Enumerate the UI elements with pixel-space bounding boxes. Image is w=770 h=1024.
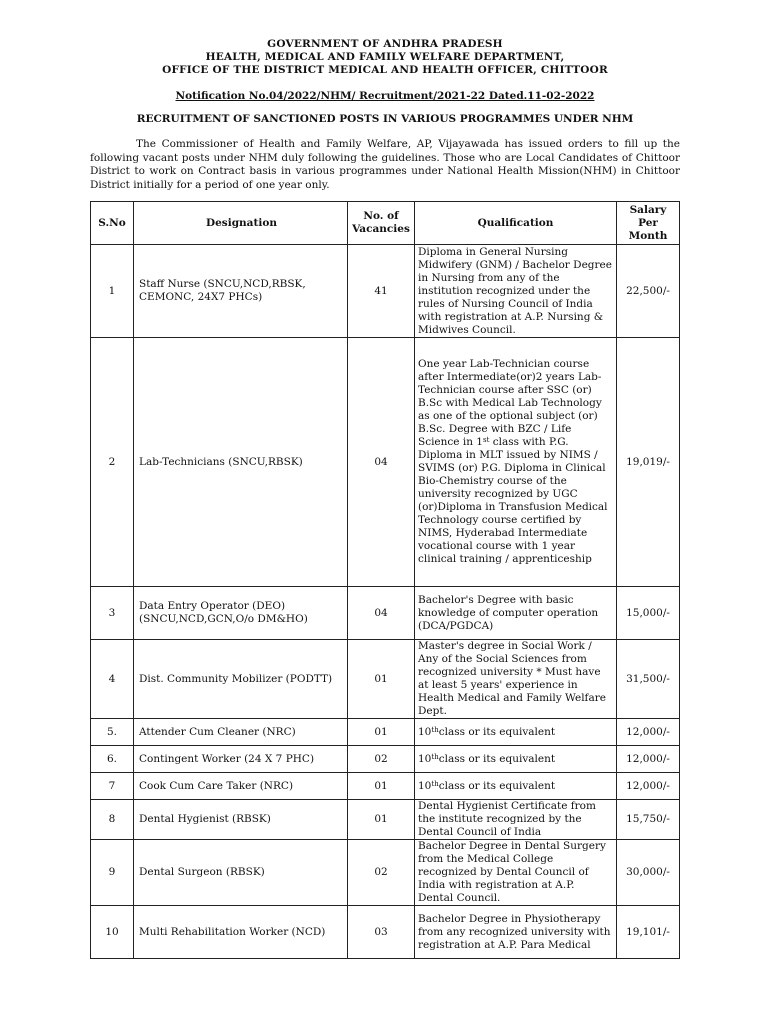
- row-sno: 10: [91, 906, 134, 959]
- row-sno: 1: [91, 245, 134, 338]
- header-office: OFFICE OF THE DISTRICT MEDICAL AND HEALTH OFFICER, CHITTOOR: [162, 64, 608, 76]
- row-qualification: Master's degree in Social Work / Any of the Social Sciences from recognized university * Must have at least 5 years' experience in Health Medical and Family Welfare Dept.: [415, 640, 617, 719]
- row-sno: 5.: [91, 719, 134, 746]
- notification-number: Notification No.04/2022/NHM/ Recruitment/2021-22 Dated.11-02-2022: [175, 90, 595, 102]
- row-salary: 31,500/-: [617, 640, 680, 719]
- table-row: [91, 338, 680, 587]
- header-designation: Designation: [134, 202, 348, 245]
- row-vacancies: 01: [348, 719, 415, 746]
- row-vacancies: 01: [348, 800, 415, 840]
- row-sno: 9: [91, 840, 134, 906]
- table-row: [91, 640, 680, 719]
- row-vacancies: 01: [348, 640, 415, 719]
- row-qualification: Bachelor Degree in Physiotherapy from any recognized university with registration at A.P. Para Medical: [415, 906, 617, 959]
- row-salary: 30,000/-: [617, 840, 680, 906]
- row-sno: 7: [91, 773, 134, 800]
- row-salary: 12,000/-: [617, 719, 680, 746]
- qualification-text-part-1: One year Lab-Technician course after Intermediate(or)2 years Lab-Technician course after SSC (or) B.Sc with Medical Lab Technology as one of the optional subject (or) B.Sc. Degree with BZC / Life Science in 1: [418, 358, 602, 448]
- row-designation: Contingent Worker (24 X 7 PHC): [134, 746, 348, 773]
- table-row: [91, 587, 680, 640]
- row-vacancies: 03: [348, 906, 415, 959]
- row-qualification: Dental Hygienist Certificate from the institute recognized by the Dental Council of India: [415, 800, 617, 840]
- row-salary: 15,750/-: [617, 800, 680, 840]
- table-header-row: [91, 202, 680, 245]
- qualification-text-part-2: class with P.G. Diploma in MLT issued by NIMS / SVIMS (or) P.G. Diploma in Clinical Bio-Chemistry course of the university recognized by UGC (or)Diploma in Transfusion Medical Technology course certified by NIMS, Hyderabad Intermediate vocational course with 1 year clinical training / apprenticeship: [418, 436, 608, 565]
- row-salary: 12,000/-: [617, 746, 680, 773]
- row-qualification: [415, 338, 617, 587]
- vacancy-table: [90, 201, 680, 959]
- row-sno: 8: [91, 800, 134, 840]
- row-vacancies: 04: [348, 587, 415, 640]
- table-row: [91, 245, 680, 338]
- row-designation: Multi Rehabilitation Worker (NCD): [134, 906, 348, 959]
- row-qualification: Bachelor's Degree with basic knowledge of computer operation (DCA/PGDCA): [415, 587, 617, 640]
- table-row: [91, 906, 680, 959]
- row-designation: Data Entry Operator (DEO) (SNCU,NCD,GCN,O/o DM&HO): [134, 587, 348, 640]
- row-qualification: 10thclass or its equivalent: [415, 746, 617, 773]
- subject-heading: RECRUITMENT OF SANCTIONED POSTS IN VARIOUS PROGRAMMES UNDER NHM: [136, 113, 634, 125]
- row-vacancies: 04: [348, 338, 415, 587]
- row-salary: 15,000/-: [617, 587, 680, 640]
- table-row: [91, 746, 680, 773]
- header-department: HEALTH, MEDICAL AND FAMILY WELFARE DEPARTMENT,: [205, 51, 565, 63]
- row-designation: Dist. Community Mobilizer (PODTT): [134, 640, 348, 719]
- ordinal-suffix: th: [431, 752, 439, 761]
- row-vacancies: 41: [348, 245, 415, 338]
- row-designation: Dental Hygienist (RBSK): [134, 800, 348, 840]
- row-vacancies: 01: [348, 773, 415, 800]
- row-salary: 12,000/-: [617, 773, 680, 800]
- ordinal-suffix: th: [431, 725, 439, 734]
- row-salary: 19,101/-: [617, 906, 680, 959]
- letterhead: [0, 38, 770, 77]
- row-designation: Attender Cum Cleaner (NRC): [134, 719, 348, 746]
- ordinal-suffix: th: [431, 779, 439, 788]
- row-vacancies: 02: [348, 840, 415, 906]
- row-salary: 22,500/-: [617, 245, 680, 338]
- row-salary: 19,019/-: [617, 338, 680, 587]
- row-sno: 2: [91, 338, 134, 587]
- row-designation: Cook Cum Care Taker (NRC): [134, 773, 348, 800]
- row-vacancies: 02: [348, 746, 415, 773]
- table-row: [91, 719, 680, 746]
- row-designation: Staff Nurse (SNCU,NCD,RBSK, CEMONC, 24X7 PHCs): [134, 245, 348, 338]
- table-row: [91, 773, 680, 800]
- header-sno: S.No: [91, 202, 134, 245]
- row-designation: Dental Surgeon (RBSK): [134, 840, 348, 906]
- header-vacancies: No. of Vacancies: [348, 202, 415, 245]
- row-designation: Lab-Technicians (SNCU,RBSK): [134, 338, 348, 587]
- row-qualification: Diploma in General Nursing Midwifery (GNM) / Bachelor Degree in Nursing from any of the institution recognized under the rules of Nursing Council of India with registration at A.P. Nursing & Midwives Council.: [415, 245, 617, 338]
- row-qualification: Bachelor Degree in Dental Surgery from the Medical College recognized by Dental Council of India with registration at A.P. Dental Council.: [415, 840, 617, 906]
- row-qualification: 10thclass or its equivalent: [415, 773, 617, 800]
- row-sno: 4: [91, 640, 134, 719]
- header-qualification: Qualification: [415, 202, 617, 245]
- header-government: GOVERNMENT OF ANDHRA PRADESH: [267, 38, 503, 50]
- table-row: [91, 840, 680, 906]
- row-sno: 6.: [91, 746, 134, 773]
- row-qualification: 10thclass or its equivalent: [415, 719, 617, 746]
- table-row: [91, 800, 680, 840]
- row-sno: 3: [91, 587, 134, 640]
- intro-paragraph: The Commissioner of Health and Family Welfare, AP, Vijayawada has issued orders to fill up the following vacant posts under NHM duly following the guidelines. Those who are Local Candidates of Chittoor District to work on Contract basis in various programmes under National Health Mission(NHM) in Chittoor District initially for a period of one year only.: [90, 138, 680, 191]
- header-salary: Salary Per Month: [617, 202, 680, 245]
- ordinal-suffix: st: [482, 436, 490, 444]
